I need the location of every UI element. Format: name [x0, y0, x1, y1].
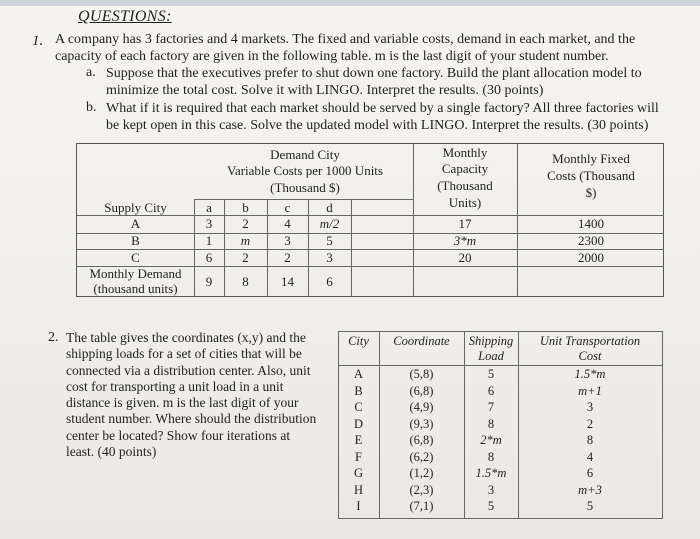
city-cell: B — [354, 383, 363, 398]
q1b-line: be kept open in this case. Solve the updated model with LINGO. Interpret the results. (30 points) — [106, 118, 649, 133]
fixed-costs-header: Costs (Thousand — [547, 168, 635, 183]
cost-cell: 1.5*m — [574, 367, 606, 381]
unit-transport-header: Unit Transportation — [539, 334, 641, 348]
q1a-text — [106, 65, 642, 99]
demand-cell: 14 — [281, 274, 294, 289]
cost-cell: 2 — [242, 250, 249, 265]
load-cell: 1.5*m — [475, 466, 507, 480]
q2-line: The table gives the coordinates (x,y) and the — [66, 330, 306, 345]
q1b-label: b. — [86, 100, 97, 115]
q1-text — [55, 31, 635, 65]
coordinate-cell: (9,3) — [409, 416, 434, 431]
cost-table — [76, 143, 664, 297]
city-cell: G — [353, 466, 364, 480]
city-cell: A — [353, 367, 364, 381]
q2-line: least. (40 points) — [66, 444, 157, 460]
fixed-cost-cell: 1400 — [578, 216, 604, 231]
coordinate-header: Coordinate — [393, 334, 450, 348]
demand-cell: 9 — [205, 274, 213, 289]
market-col-a: a — [206, 200, 212, 215]
load-cell: 7 — [487, 400, 495, 414]
cost-cell: m/2 — [319, 216, 340, 231]
q2-line: cost for transporting a unit load in a unit — [66, 378, 284, 394]
coordinate-cell: (6,2) — [409, 449, 434, 464]
cost-cell: 3 — [284, 233, 291, 248]
cost-cell: m+1 — [578, 383, 602, 398]
capacity-cell: 17 — [458, 216, 472, 231]
fixed-costs-header: Monthly Fixed — [552, 151, 630, 166]
market-col-c: c — [284, 200, 291, 215]
coordinate-cell: (1,2) — [409, 466, 434, 480]
cost-cell: 5 — [586, 499, 594, 513]
supply-city: C — [131, 250, 140, 265]
capacity-header: Monthly — [442, 145, 488, 160]
city-cell: F — [355, 449, 362, 464]
city-cell: H — [353, 482, 364, 497]
capacity-header: Units) — [448, 195, 482, 210]
q1-number: 1. — [32, 33, 44, 49]
cost-cell: 3 — [205, 216, 213, 231]
city-cell: D — [353, 416, 364, 431]
cost-cell: 4 — [586, 449, 594, 464]
coordinate-cell: (7,1) — [409, 499, 434, 513]
supply-city: A — [130, 216, 141, 231]
cost-cell: 3 — [586, 400, 594, 414]
load-cell: 2*m — [480, 433, 502, 447]
shipping-header: Shipping — [468, 334, 514, 348]
capacity-header: (Thousand — [437, 178, 493, 193]
q1-line: capacity of each factory are given in the following table. m is the last digit of your student number. — [55, 49, 609, 64]
load-cell: 5 — [487, 367, 495, 381]
load-cell: 8 — [487, 449, 495, 464]
city-header: City — [348, 334, 369, 348]
q1b-line: What if it is required that each market should be served by a single factory? All three factories will — [106, 101, 659, 116]
coordinate-cell: (5,8) — [409, 367, 434, 381]
city-cell: C — [354, 400, 363, 414]
coordinate-cell: (4,9) — [409, 400, 434, 414]
city-cell: E — [354, 433, 363, 447]
monthly-demand-label: Monthly Demand — [89, 266, 182, 281]
q2-text — [66, 330, 316, 460]
cost-cell: 8 — [586, 433, 594, 447]
q2-line: center be located? Show four iterations at — [66, 427, 291, 443]
load-cell: 6 — [487, 383, 495, 398]
market-col-d: d — [326, 200, 333, 215]
load-cell: 3 — [487, 482, 495, 497]
thousand-dollars-header: (Thousand $) — [270, 180, 340, 195]
coordinate-cell: (6,8) — [409, 383, 434, 398]
cost-cell: 6 — [205, 250, 213, 265]
q1a-label: a. — [86, 65, 96, 80]
load-cell: 8 — [487, 416, 495, 431]
cost-cell: 1 — [205, 233, 213, 248]
q1a-line: minimize the total cost. Solve it with LINGO. Interpret the results. (30 points) — [106, 83, 544, 98]
cost-cell: m — [240, 233, 251, 248]
capacity-cell: 20 — [458, 250, 472, 265]
cost-cell: 5 — [326, 233, 333, 248]
q2-line: student number. Where should the distribution — [66, 411, 317, 427]
cities-table — [338, 331, 663, 519]
load-cell: 5 — [487, 499, 495, 513]
q2-line: connected via a distribution center. Also, unit — [66, 362, 311, 378]
coordinate-cell: (2,3) — [409, 482, 434, 497]
load-header: Load — [478, 349, 504, 363]
q2-number: 2. — [48, 330, 59, 345]
fixed-cost-cell: 2300 — [578, 233, 604, 248]
questions-heading: QUESTIONS: — [78, 8, 172, 25]
fixed-costs-header: $) — [585, 185, 597, 200]
supply-city: B — [131, 233, 140, 248]
cost-header: Cost — [578, 349, 602, 363]
monthly-demand-unit: (thousand units) — [93, 281, 178, 296]
demand-city-header: Demand City — [270, 147, 340, 162]
cost-cell: 4 — [284, 216, 291, 231]
demand-cell: 6 — [326, 274, 333, 289]
q2-line: shipping loads for a set of cities that will be — [66, 346, 302, 362]
supply-city-label: Supply City — [104, 200, 167, 215]
market-col-b: b — [242, 200, 249, 215]
coordinate-cell: (6,8) — [409, 433, 434, 447]
capacity-cell: 3*m — [453, 233, 477, 248]
q1b-text — [106, 100, 659, 134]
city-cell: I — [356, 499, 361, 513]
fixed-cost-cell: 2000 — [578, 250, 604, 265]
capacity-header: Capacity — [441, 161, 489, 176]
cost-cell: 3 — [326, 250, 333, 265]
cost-cell: 2 — [586, 416, 594, 431]
top-edge — [0, 0, 700, 6]
variable-costs-header: Variable Costs per 1000 Units — [227, 163, 383, 178]
demand-cell: 8 — [242, 274, 249, 289]
cost-cell: 6 — [586, 466, 594, 480]
cost-cell: 2 — [284, 250, 291, 265]
q2-line: distance is given. m is the last digit of your — [66, 395, 299, 411]
q1-line: A company has 3 factories and 4 markets. The fixed and variable costs, demand in each market, and the — [55, 32, 636, 47]
cost-cell: m+3 — [578, 482, 602, 497]
q1a-line: Suppose that the executives prefer to shut down one factory. Build the plant allocation model to — [106, 66, 642, 81]
cost-cell: 2 — [242, 216, 249, 231]
